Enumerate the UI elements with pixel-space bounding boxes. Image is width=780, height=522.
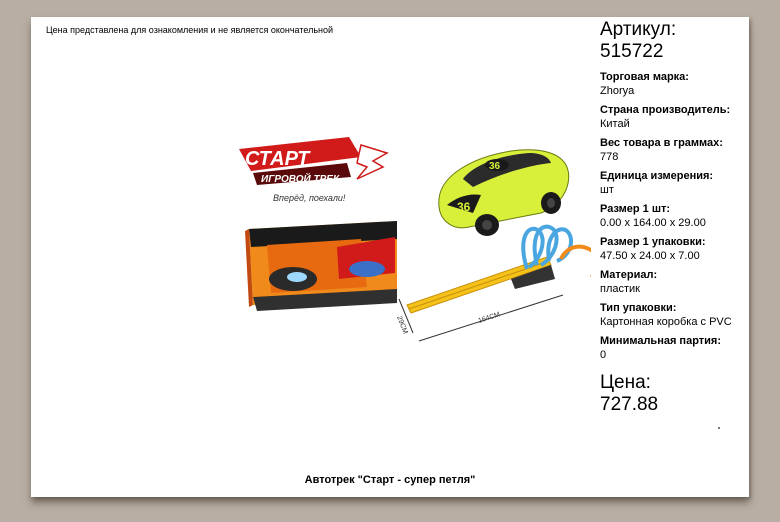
attr-value: Картонная коробка с PVC (600, 316, 732, 328)
price-label: Цена: (600, 372, 651, 393)
stray-dot (718, 427, 720, 429)
car-number-roof: 36 (489, 161, 501, 172)
product-card (31, 17, 749, 497)
attr-value: 778 (600, 151, 619, 163)
attr-label: Размер 1 шт: (600, 203, 671, 215)
product-info-panel (600, 19, 748, 416)
attr-country (600, 103, 748, 131)
attr-label: Минимальная партия: (600, 335, 721, 347)
brand-logo (239, 137, 387, 203)
attr-value: 0.00 x 164.00 x 29.00 (600, 217, 706, 229)
attr-value: шт (600, 184, 614, 196)
attr-value: 47.50 x 24.00 x 7.00 (600, 250, 700, 262)
attr-material (600, 268, 748, 296)
attr-value: Zhorya (600, 85, 635, 97)
dimension-width: 29CM (395, 315, 409, 336)
attr-item-size (600, 202, 748, 230)
toy-track (395, 227, 591, 341)
attr-package-size (600, 235, 748, 263)
price-disclaimer: Цена представлена для ознакомления и не является окончательной (46, 25, 334, 35)
attr-label: Страна производитель: (600, 104, 731, 116)
attr-value: 0 (600, 349, 607, 361)
attr-value: пластик (600, 283, 640, 295)
attr-package-type (600, 301, 748, 329)
attr-label: Размер 1 упаковки: (600, 236, 706, 248)
product-image (211, 127, 591, 342)
attr-label: Торговая марка: (600, 71, 689, 83)
logo-title: СТАРТ (245, 148, 310, 170)
attr-label: Вес товара в граммах: (600, 137, 723, 149)
attr-brand (600, 70, 748, 98)
price-value: 727.88 (600, 394, 659, 415)
toy-car (439, 150, 569, 236)
attr-unit (600, 169, 748, 197)
dimension-length: 164CM (477, 311, 502, 325)
article-value: 515722 (600, 41, 664, 62)
attr-label: Материал: (600, 269, 658, 281)
price-block (600, 372, 748, 416)
attr-label: Единица измерения: (600, 170, 714, 182)
logo-tagline: Вперёд, поехали! (273, 193, 346, 203)
attr-label: Тип упаковки: (600, 302, 677, 314)
attr-min-order (600, 334, 748, 362)
attr-weight (600, 136, 748, 164)
logo-subtitle: ИГРОВОЙ ТРЕК (261, 174, 340, 185)
product-box (245, 221, 397, 311)
product-name: Автотрек "Старт - супер петля" (304, 474, 476, 486)
article-label: Артикул: (600, 19, 677, 40)
car-number-hood: 36 (457, 200, 471, 214)
attr-value: Китай (600, 118, 630, 130)
article-block (600, 19, 748, 63)
